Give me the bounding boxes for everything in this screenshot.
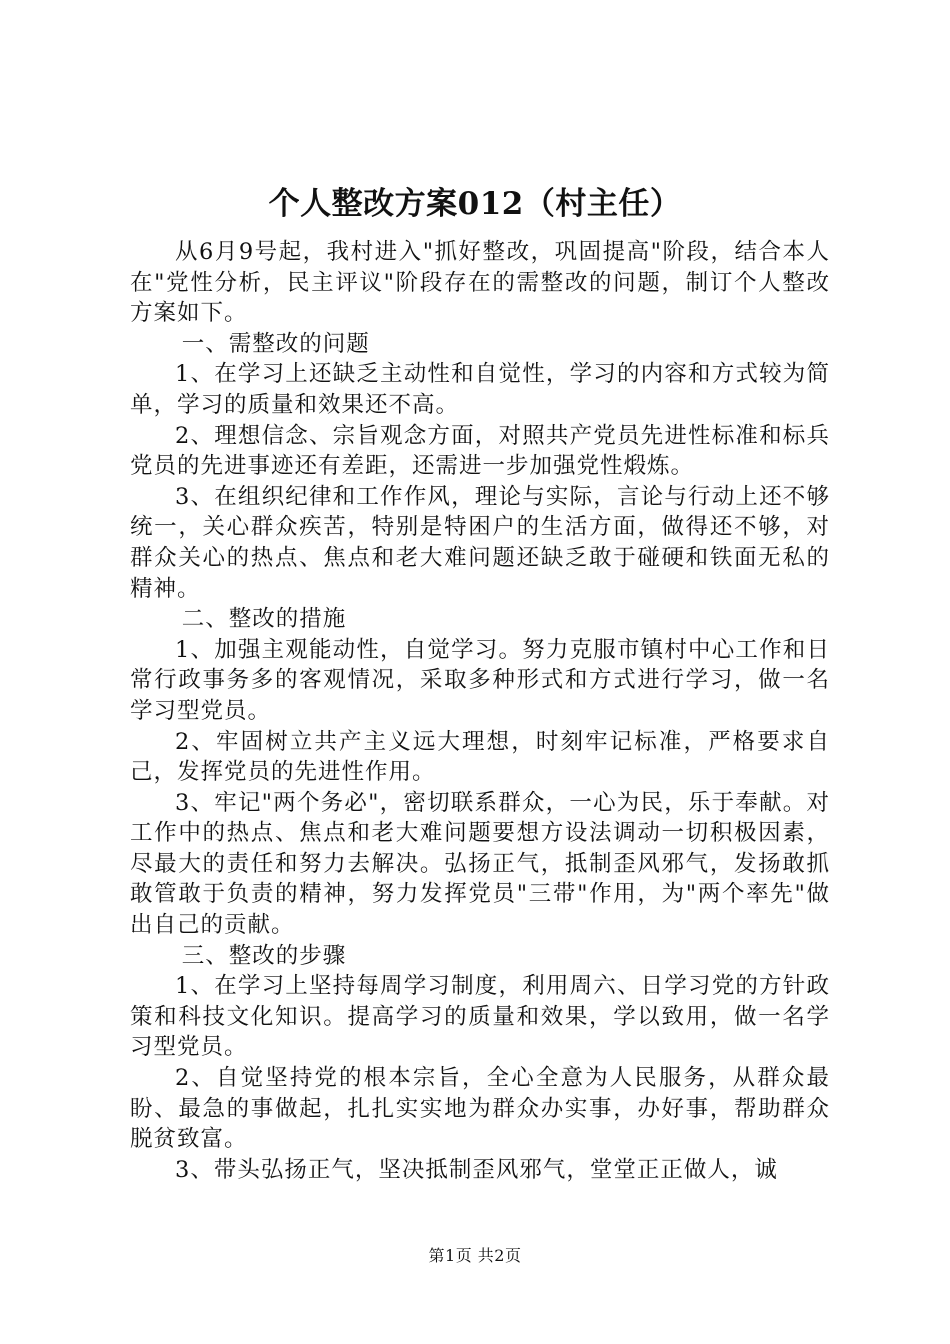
document-title: 个人整改方案012（村主任） xyxy=(268,186,682,222)
problem-item-3: 3、在组织纪律和工作作风，理论与实际，言论与行动上还不够统一，关心群众疾苦，特别是特困户的生活方面，做得还不够，对群众关心的热点、焦点和老大难问题还缺乏敢于碰硬和铁面无私的精神。 xyxy=(130,483,830,602)
measure-item-2: 2、牢固树立共产主义远大理想，时刻牢记标准，严格要求自己，发挥党员的先进性作用。 xyxy=(130,728,830,786)
intro-paragraph: 从6月9号起，我村进入"抓好整改，巩固提高"阶段，结合本人在"党性分析，民主评议"阶段存在的需整改的问题，制订个人整改方案如下。 xyxy=(130,239,830,327)
document-body xyxy=(130,237,830,1185)
problem-item-2: 2、理想信念、宗旨观念方面，对照共产党员先进性标准和标兵党员的先进事迹还有差距，还需进一步加强党性煅炼。 xyxy=(130,422,830,480)
measure-item-1: 1、加强主观能动性，自觉学习。努力克服市镇村中心工作和日常行政事务多的客观情况，采取多种形式和方式进行学习，做一名学习型党员。 xyxy=(130,636,830,724)
section-heading-measures: 二、整改的措施 xyxy=(181,606,347,633)
page-footer xyxy=(0,1245,950,1267)
measure-item-3: 3、牢记"两个务必"，密切联系群众，一心为民，乐于奉献。对工作中的热点、焦点和老大难问题要想方设法调动一切积极因素，尽最大的责任和努力去解决。弘扬正气，抵制歪风邪气，发扬敢抓敢管敢于负责的精神，努力发挥党员"三带"作用，为"两个率先"做出自己的贡献。 xyxy=(130,789,830,939)
step-item-3: 3、带头弘扬正气，坚决抵制歪风邪气，堂堂正正做人，诚 xyxy=(175,1156,778,1183)
step-item-1: 1、在学习上坚持每周学习制度，利用周六、日学习党的方针政策和科技文化知识。提高学习的质量和效果，学以致用，做一名学习型党员。 xyxy=(130,973,830,1061)
section-heading-problems: 一、需整改的问题 xyxy=(181,330,370,357)
page-number-label: 第1页 共2页 xyxy=(428,1246,522,1265)
section-heading-steps: 三、整改的步骤 xyxy=(181,942,347,969)
step-item-2: 2、自觉坚持党的根本宗旨，全心全意为人民服务，从群众最盼、最急的事做起，扎扎实实地为群众办实事，办好事，帮助群众脱贫致富。 xyxy=(130,1065,830,1153)
problem-item-1: 1、在学习上还缺乏主动性和自觉性，学习的内容和方式较为简单，学习的质量和效果还不高。 xyxy=(130,361,830,418)
